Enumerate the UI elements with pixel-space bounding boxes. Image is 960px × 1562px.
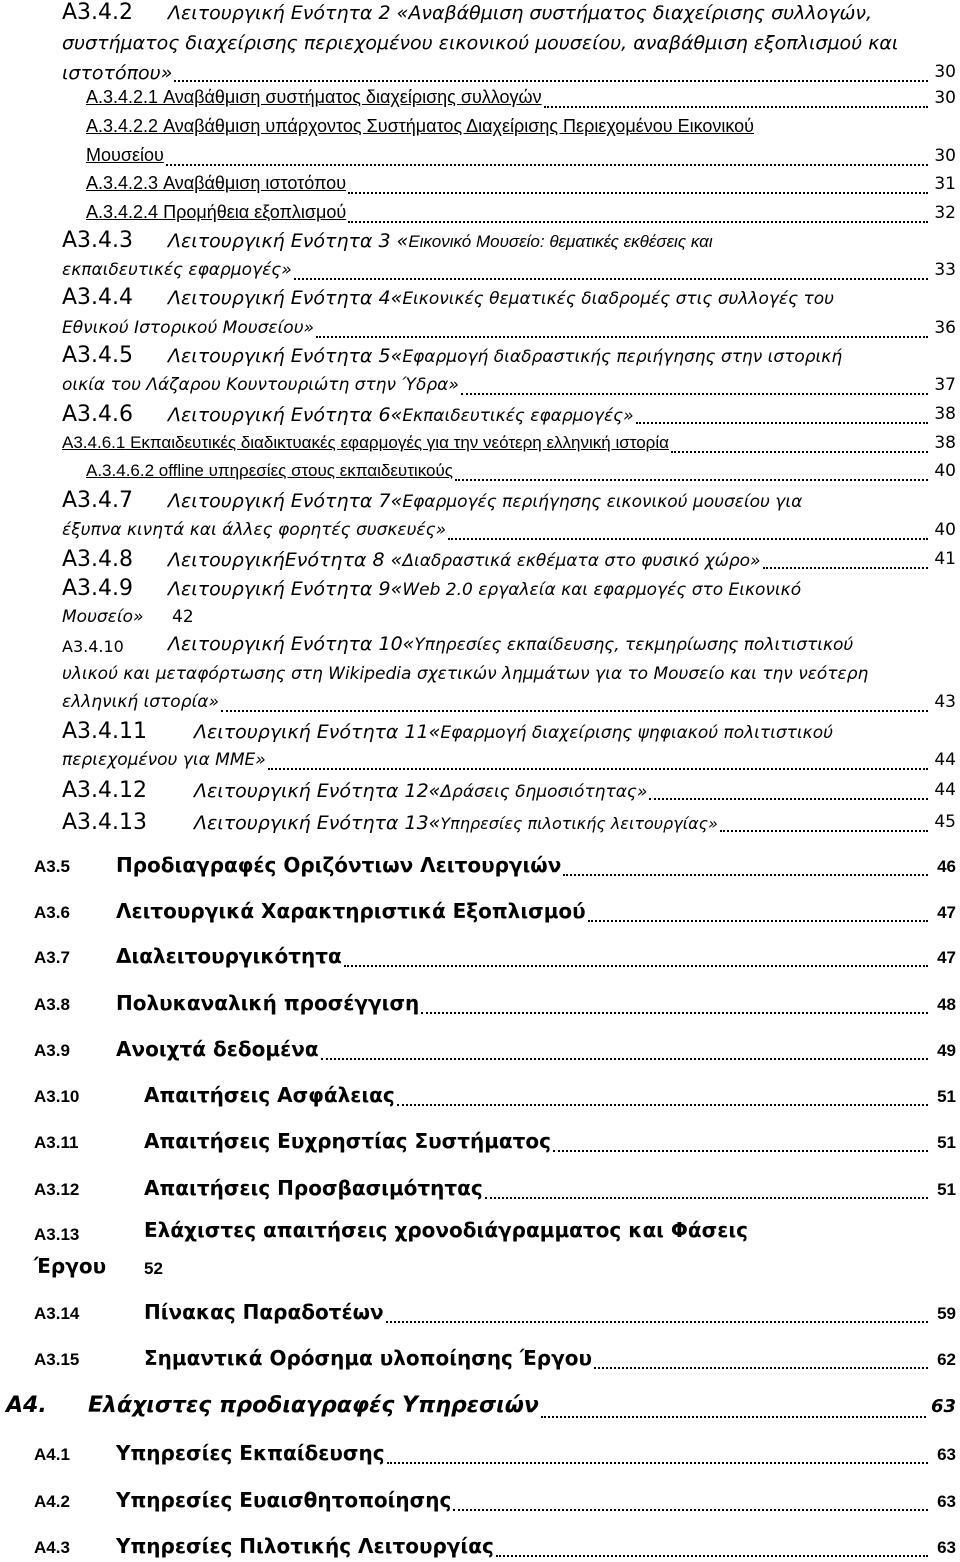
dot-leader bbox=[421, 1012, 928, 1014]
toc-title: offline υπηρεσίες στους εκπαιδευτικούς bbox=[158, 461, 453, 480]
toc-number: A3.12 bbox=[34, 1180, 80, 1199]
toc-page: 33 bbox=[934, 260, 956, 280]
toc-number: A3.6 bbox=[34, 903, 70, 922]
toc-number: A3.11 bbox=[34, 1133, 79, 1152]
toc-number: A3.4.9 bbox=[62, 576, 134, 601]
toc-title-cont: οικία του Λάζαρου Κουντουριώτη στην Ύδρα» bbox=[62, 375, 459, 395]
toc-title-cont: ελληνική ιστορία» bbox=[62, 692, 219, 712]
dot-leader bbox=[316, 336, 928, 338]
toc-title: Λειτουργική Ενότητα 13« bbox=[194, 812, 441, 834]
toc-title-detail: Εφαρμογή διαδραστικής περιήγησης στην ιστορική bbox=[402, 347, 843, 367]
dot-leader bbox=[544, 106, 928, 108]
toc-number: A3.4.8 bbox=[62, 547, 134, 572]
toc-page: 30 bbox=[934, 146, 956, 166]
toc-number: A3.15 bbox=[34, 1350, 80, 1369]
dot-leader bbox=[166, 164, 928, 166]
toc-number: A3.4.6.1 bbox=[62, 433, 126, 452]
toc-number: A.3.4.2.2 bbox=[86, 116, 159, 136]
toc-number: A4.1 bbox=[34, 1445, 70, 1464]
dot-leader bbox=[588, 920, 928, 922]
toc-title-detail: Εκπαιδευτικές εφαρμογές» bbox=[402, 406, 634, 426]
dot-leader bbox=[174, 80, 928, 82]
toc-number: A.3.4.2.4 bbox=[86, 202, 159, 222]
dot-leader bbox=[294, 278, 928, 280]
toc-page: 37 bbox=[934, 375, 956, 395]
toc-title: Ανοιχτά δεδομένα bbox=[116, 1037, 319, 1061]
toc-link[interactable] bbox=[86, 173, 346, 194]
toc-title-cont: Μουσείο» bbox=[62, 607, 144, 627]
toc-title-cont: εκπαιδευτικές εφαρμογές» bbox=[62, 260, 292, 280]
toc-title: Απαιτήσεις Ευχρηστίας Συστήματος bbox=[144, 1129, 552, 1153]
toc-page: 59 bbox=[937, 1304, 956, 1323]
toc-page: 44 bbox=[934, 750, 956, 770]
toc-title: Ελάχιστες απαιτήσεις χρονοδιάγραμματος και Φάσεις bbox=[144, 1218, 749, 1242]
toc-page: 49 bbox=[937, 1041, 956, 1060]
toc-title: Αναβάθμιση υπάρχοντος Συστήματος Διαχείρισης Περιεχομένου Εικονικού bbox=[163, 116, 755, 136]
toc-title: Λειτουργική Ενότητα 2 «Αναβάθμιση συστήματος διαχείρισης συλλογών, bbox=[168, 2, 873, 24]
toc-page: 47 bbox=[937, 948, 956, 967]
toc-page: 46 bbox=[937, 857, 956, 876]
toc-page: 36 bbox=[934, 318, 956, 338]
toc-page: 44 bbox=[934, 780, 956, 800]
toc-title-cont: ιστοτόπου» bbox=[62, 62, 173, 84]
toc-number: A3.9 bbox=[34, 1041, 70, 1060]
dot-leader bbox=[553, 1150, 928, 1152]
toc-page: 63 bbox=[937, 1445, 956, 1464]
toc-title: Λειτουργικά Χαρακτηριστικά Εξοπλισμού bbox=[116, 899, 586, 923]
toc-number: A3.4.3 bbox=[62, 228, 134, 253]
toc-title: Πίνακας Παραδοτέων bbox=[144, 1300, 384, 1324]
toc-number: A.3.4.6.2 bbox=[86, 461, 155, 480]
toc-page: 30 bbox=[934, 62, 956, 82]
toc-page: 42 bbox=[172, 607, 194, 627]
toc-title: Αναβάθμιση συστήματος διαχείρισης συλλογών bbox=[163, 87, 542, 107]
toc-title-detail: Δράσεις δημοσιότητας» bbox=[440, 782, 648, 802]
toc-title: Λειτουργική Ενότητα 9« bbox=[168, 578, 403, 600]
toc-number: A3.4.7 bbox=[62, 488, 134, 513]
toc-title-detail: Υπηρεσίες εκπαίδευσης, τεκμηρίωσης πολιτιστικού bbox=[414, 635, 854, 655]
toc-number: A3.4.10 bbox=[62, 637, 124, 656]
toc-title-detail: Υπηρεσίες πιλοτικής λειτουργίας» bbox=[440, 814, 718, 833]
toc-link[interactable] bbox=[86, 202, 346, 223]
toc-number: A3.4.4 bbox=[62, 285, 134, 310]
toc-number: A3.8 bbox=[34, 995, 70, 1014]
toc-title: Προμήθεια εξοπλισμού bbox=[163, 202, 347, 222]
toc-page: 51 bbox=[937, 1087, 956, 1106]
dot-leader bbox=[387, 1462, 928, 1464]
dot-leader bbox=[453, 1509, 928, 1511]
toc-link[interactable] bbox=[86, 116, 754, 137]
toc-page: 63 bbox=[937, 1538, 956, 1557]
toc-number: A3.4.13 bbox=[62, 810, 148, 835]
toc-number: A3.13 bbox=[34, 1225, 80, 1244]
toc-page: 40 bbox=[934, 520, 956, 540]
toc-page: 47 bbox=[937, 903, 956, 922]
toc-title: Λειτουργική Ενότητα 7« bbox=[168, 490, 403, 512]
toc-number: A3.4.12 bbox=[62, 778, 148, 803]
toc-title: Υπηρεσίες Εκπαίδευσης bbox=[116, 1441, 385, 1465]
toc-page: 63 bbox=[930, 1396, 956, 1417]
dot-leader bbox=[268, 768, 928, 770]
dot-leader bbox=[448, 538, 928, 540]
toc-title-detail: Διαδραστικά εκθέματα στο φυσικό χώρο» bbox=[402, 551, 761, 571]
dot-leader bbox=[344, 965, 928, 967]
toc-title: Πολυκαναλική προσέγγιση bbox=[116, 991, 420, 1015]
toc-title: Απαιτήσεις Προσβασιμότητας bbox=[144, 1176, 483, 1200]
dot-leader bbox=[636, 422, 928, 424]
toc-link[interactable] bbox=[62, 433, 669, 453]
toc-title-detail: Εικονικό Μουσείο: θεματικές εκθέσεις και bbox=[408, 232, 713, 251]
toc-number: A3.10 bbox=[34, 1087, 80, 1106]
toc-title: Λειτουργική Ενότητα 10« bbox=[168, 633, 415, 655]
toc-page: 40 bbox=[934, 461, 956, 481]
toc-page: 38 bbox=[934, 433, 956, 453]
toc-link[interactable] bbox=[86, 461, 453, 481]
toc-title: Εκπαιδευτικές διαδικτυακές εφαρμογές για την νεότερη ελληνική ιστορία bbox=[130, 433, 669, 452]
dot-leader bbox=[485, 1197, 928, 1199]
toc-number: A.3.4.2.3 bbox=[86, 173, 159, 193]
toc-title: Απαιτήσεις Ασφάλειας bbox=[144, 1083, 395, 1107]
toc-page: 45 bbox=[934, 812, 956, 832]
toc-title: Λειτουργική Ενότητα 5« bbox=[168, 345, 403, 367]
toc-title-detail: Εφαρμογές περιήγησης εικονικού μουσείου για bbox=[402, 492, 803, 512]
toc-number: A3.5 bbox=[34, 857, 70, 876]
toc-page: 32 bbox=[934, 203, 956, 223]
dot-leader bbox=[321, 1058, 928, 1060]
toc-number: A4.2 bbox=[34, 1492, 70, 1511]
dot-leader bbox=[594, 1367, 928, 1369]
toc-title: ΛειτουργικήΕνότητα 8 « bbox=[168, 549, 403, 571]
toc-title: Ελάχιστες προδιαγραφές Υπηρεσιών bbox=[88, 1393, 539, 1418]
toc-page: 51 bbox=[937, 1180, 956, 1199]
toc-title: Λειτουργική Ενότητα 4« bbox=[168, 287, 403, 309]
toc-title-cont: συστήματος διαχείρισης περιεχομένου εικονικού μουσείου, αναβάθμιση εξοπλισμού και bbox=[62, 32, 899, 54]
dot-leader bbox=[649, 798, 928, 800]
toc-page: 52 bbox=[144, 1259, 163, 1278]
toc-page: 48 bbox=[937, 995, 956, 1014]
dot-leader bbox=[348, 192, 928, 194]
dot-leader bbox=[671, 451, 928, 453]
toc-title-cont: υλικού και μεταφόρτωσης στη Wikipedia σχετικών λημμάτων για το Μουσείο και την νεότερη bbox=[62, 664, 869, 684]
toc-title: Προδιαγραφές Οριζόντιων Λειτουργιών bbox=[116, 853, 562, 877]
dot-leader bbox=[541, 1416, 926, 1418]
toc-page: 63 bbox=[937, 1492, 956, 1511]
toc-title: Διαλειτουργικότητα bbox=[116, 944, 342, 968]
toc-page: 62 bbox=[937, 1350, 956, 1369]
toc-title: Υπηρεσίες Πιλοτικής Λειτουργίας bbox=[116, 1534, 494, 1558]
toc-title: Αναβάθμιση ιστοτόπου bbox=[163, 173, 347, 193]
dot-leader bbox=[397, 1104, 928, 1106]
toc-page: 43 bbox=[934, 692, 956, 712]
toc-title-detail: Εφαρμογή διαχείρισης ψηφιακού πολιτιστικού bbox=[440, 723, 833, 743]
dot-leader bbox=[496, 1555, 928, 1557]
toc-title: Λειτουργική Ενότητα 6« bbox=[168, 404, 403, 426]
toc-title-cont: Έργου bbox=[34, 1254, 107, 1278]
toc-title-cont: Εθνικού Ιστορικού Μουσείου» bbox=[62, 318, 315, 338]
toc-number: A3.14 bbox=[34, 1304, 80, 1323]
toc-page: 38 bbox=[934, 404, 956, 424]
toc-number: A3.4.5 bbox=[62, 343, 134, 368]
toc-number: A.3.4.2.1 bbox=[86, 87, 159, 107]
dot-leader bbox=[386, 1321, 928, 1323]
toc-page: 31 bbox=[934, 174, 956, 194]
toc-number: A3.4.2 bbox=[62, 0, 134, 25]
toc-page: 30 bbox=[934, 88, 956, 108]
toc-title-cont: έξυπνα κινητά και άλλες φορητές συσκευές» bbox=[62, 520, 447, 540]
toc-number: A3.4.11 bbox=[62, 719, 148, 744]
dot-leader bbox=[720, 830, 928, 832]
toc-title-cont: περιεχομένου για ΜΜΕ» bbox=[62, 750, 266, 770]
toc-title: Λειτουργική Ενότητα 3 « bbox=[168, 230, 409, 252]
toc-number: A4.3 bbox=[34, 1538, 70, 1557]
toc-title: Λειτουργική Ενότητα 11« bbox=[194, 721, 441, 743]
toc-title: Υπηρεσίες Ευαισθητοποίησης bbox=[116, 1488, 452, 1512]
toc-page: 41 bbox=[934, 549, 956, 569]
dot-leader bbox=[461, 393, 928, 395]
toc-title-detail: Web 2.0 εργαλεία και εφαρμογές στο Εικονικό bbox=[402, 580, 802, 600]
dot-leader bbox=[763, 567, 928, 569]
toc-number: A3.4.6 bbox=[62, 402, 134, 427]
toc-link-cont[interactable]: Μουσείου bbox=[86, 145, 164, 165]
dot-leader bbox=[348, 221, 928, 223]
toc-number: A4. bbox=[6, 1393, 47, 1418]
toc-page: 51 bbox=[937, 1133, 956, 1152]
toc-title-detail: Εικονικές θεματικές διαδρομές στις συλλογές του bbox=[402, 289, 834, 309]
toc-title: Σημαντικά Ορόσημα υλοποίησης Έργου bbox=[144, 1346, 592, 1370]
toc-number: A3.7 bbox=[34, 948, 70, 967]
dot-leader bbox=[455, 479, 928, 481]
toc-link[interactable] bbox=[86, 87, 542, 108]
dot-leader bbox=[563, 874, 928, 876]
dot-leader bbox=[221, 710, 928, 712]
toc-title: Λειτουργική Ενότητα 12« bbox=[194, 780, 441, 802]
